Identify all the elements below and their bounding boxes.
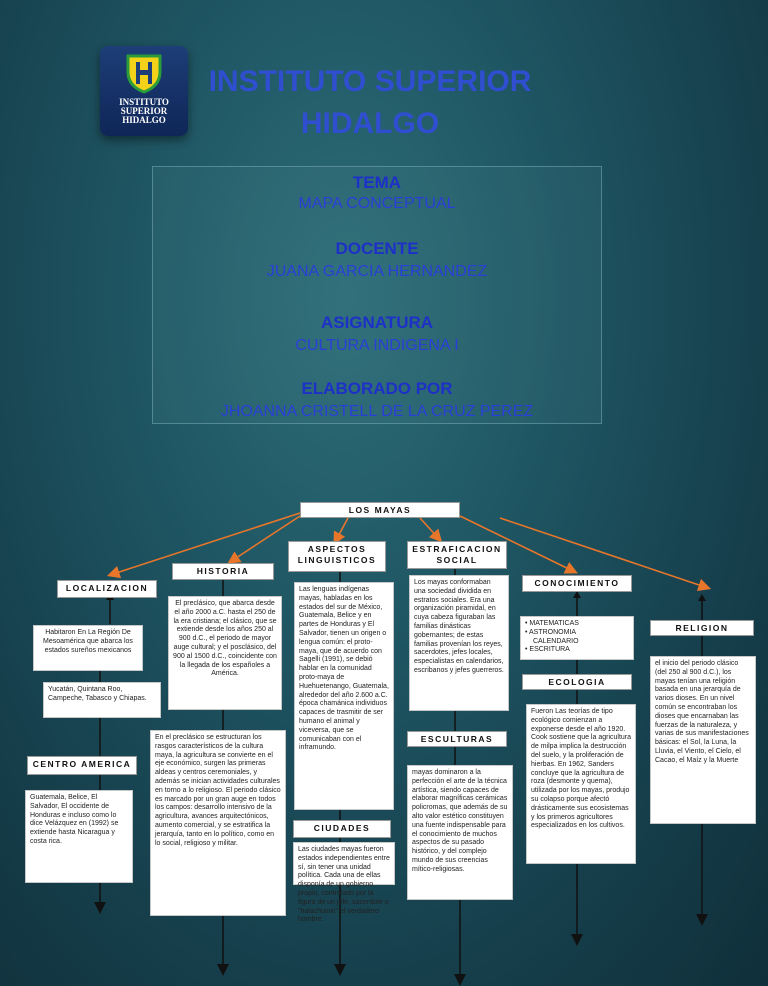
- node-localizacion-title: LOCALIZACION: [57, 580, 157, 598]
- conocimiento-item: • MATEMATICAS: [525, 620, 579, 627]
- node-historia-text2: En el preclásico se estructuran los rasgos característicos de la cultura maya, la agricultura se convierte en el eje económico, surgen las primeras aldeas y centros ceremoniales, y además se inician actividades culturales en torno a lo religioso. El periodo clásico es marcado por un gran auge en todos los campos: desarrollo intensivo de la agricultura, avances arquitectónicos, aumento comercial, y se estratifica la jerarquía, tanto en lo político, como en lo social, religioso y militar.: [150, 730, 286, 916]
- node-centro-america-title: CENTRO AMERICA: [27, 756, 137, 775]
- node-conocimiento-list: [520, 616, 634, 660]
- node-ciudades-title: CIUDADES: [293, 820, 391, 838]
- elaborado-value: JHOANNA CRISTELL DE LA CRUZ PEREZ: [220, 403, 534, 420]
- docente-label: DOCENTE: [335, 239, 419, 258]
- node-localizacion-text1: Habitaron En La Región De Mesoamérica que abarca los estados sureños mexicanos: [33, 625, 143, 671]
- logo-text-line3: HIDALGO: [122, 115, 166, 125]
- tema-label: TEMA: [352, 173, 402, 192]
- conocimiento-item: CALENDARIO: [533, 637, 579, 645]
- node-religion-title: RELIGION: [650, 620, 754, 636]
- node-conocimiento-title: CONOCIMIENTO: [522, 575, 632, 592]
- logo-text-line2: SUPERIOR: [120, 106, 168, 116]
- logo-text-line1: INSTITUTO: [119, 97, 169, 107]
- page-title-line2: HIDALGO: [300, 107, 440, 140]
- arrow-to-aspectos: [335, 518, 348, 542]
- conocimiento-item: • ESCRITURA: [525, 646, 570, 654]
- asignatura-value: CULTURA INDIGENA I: [295, 337, 459, 354]
- node-historia-text1: El preclásico, que abarca desde el año 2000 a.C. hasta el 250 de la era cristiana; el clásico, que se extiende desde los años 250 al 900 d.C., el periodo de mayor auge cultural; y el posclásico, del 900 al 1500 d.C., coincidente con la llegada de los españoles a América.: [168, 596, 282, 710]
- conocimiento-item: • ASTRONOMIA: [525, 628, 577, 636]
- node-estraficacion-text: Los mayas conformaban una sociedad dividida en estratos sociales. Era una organización piramidal, en cuya cabeza figuraban las familias dinásticas gobernantes; de estas familias provenían los reyes, sacerdotes, jefes locales, especialistas en calendarios, escribanos y jefes guerreros.: [409, 575, 509, 711]
- node-esculturas-text: mayas dominaron a la perfección el arte de la técnica artística, siendo capaces de elaborar magníficas cerámicas policromas, que además de su alto valor estético constituyen una fuente indispensable para el conocimiento de muchos aspectos de su pasado histórico, y del complejo mundo de sus creencias mítico-religiosas.: [407, 765, 513, 900]
- asignatura-label: ASIGNATURA: [320, 313, 434, 332]
- node-esculturas-title: ESCULTURAS: [407, 731, 507, 747]
- node-estraficacion-title: ESTRAFICACION SOCIAL: [407, 541, 507, 569]
- node-religion-text: el inicio del periodo clásico (del 250 al 900 d.C.), los mayas tenían una religión basada en una jerarquía de varios dioses. En un nivel común se encontraban los dioses que encarnaban las fuerzas de la naturaleza, y varias de sus manifestaciones básicas: el Sol, la Luna, la Lluvia, el Viento, el Cielo, el Cacao, el Maíz y la Muerte: [650, 656, 756, 824]
- node-los-mayas: LOS MAYAS: [300, 502, 460, 518]
- node-localizacion-text2: Yucatán, Quintana Roo, Campeche, Tabasco y Chiapas.: [43, 682, 161, 718]
- arrow-to-estraficacion: [420, 518, 440, 540]
- node-centro-america-text: Guatemala, Belice, El Salvador, El occidente de Honduras e incluso como lo dice Velázquez en (1992) se extiende hasta Nicaragua y costa rica.: [25, 790, 133, 883]
- elaborado-label: ELABORADO POR: [301, 379, 453, 398]
- tema-value: MAPA CONCEPTUAL: [298, 195, 456, 212]
- node-ecologia-title: ECOLOGIA: [522, 674, 632, 690]
- node-ecologia-text: Fueron Las teorías de tipo ecológico comienzan a exponerse desde el año 1920. Cook sostiene que la agricultura de milpa implica la destrucción del suelo, y la proliferación de hierbas. En 1962, Sanders concluye que la agricultura de roza (desmonte y quema), utilizada por los mayas, produjo su colapso porque afectó drásticamente sus ecosistemas y los primeros agricultores especializados en los cultivos.: [526, 704, 636, 864]
- docente-value: JUANA GARCIA HERNANDEZ: [266, 263, 488, 280]
- node-historia-title: HISTORIA: [172, 563, 274, 580]
- page-title-line1: INSTITUTO SUPERIOR: [208, 65, 532, 98]
- node-aspectos-text: Las lenguas indígenas mayas, habladas en los estados del sur de México, Guatemala, Belice y en partes de Honduras y El Salvador, tienen un origen o lengua común: el proto-maya, que de acuerdo con Sagelli (1991), se debió hablar en la comunidad proto-maya de Huehuetenango, Guatemala, alrededor del año 2.600 a.C. época chamánica individuos capaces de trasmitir de ser humano el animal y viceversa, que se comunicaban con el inframundo.: [294, 582, 394, 810]
- node-ciudades-text: Las ciudades mayas fueron estados independientes entre sí, sin tener una unidad política. Cada una de ellas disponía de un gobierno propio, controlado por la figura de un jefe, sacerdote o "halachuinic" el verdadero hombre.: [293, 842, 395, 885]
- node-aspectos-title: ASPECTOS LINGUISTICOS: [288, 541, 386, 572]
